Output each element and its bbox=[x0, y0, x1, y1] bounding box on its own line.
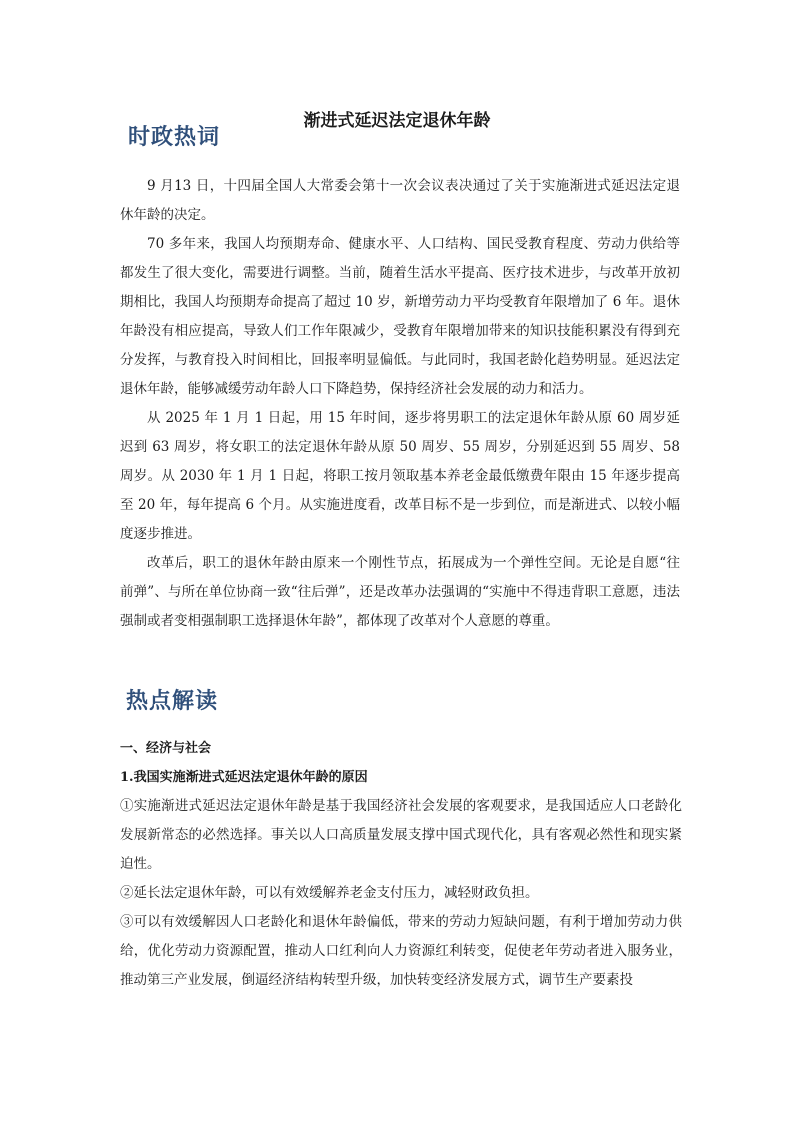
analysis-point-1: ①实施渐进式延迟法定退休年龄是基于我国经济社会发展的客观要求，是我国适应人口老龄化发展新常态的必然选择。事关以人口高质量发展支撑中国式现代化，具有客观必然性和现实紧迫性。 bbox=[120, 798, 682, 872]
analysis-point-2: ②延长法定退休年龄，可以有效缓解养老金支付压力，减轻财政负担。 bbox=[120, 885, 539, 901]
news-paragraph-2: 70 多年来，我国人均预期寿命、健康水平、人口结构、国民受教育程度、劳动力供给等都发生了很大变化，需要进行调整。当前，随着生活水平提高、医疗技术进步，与改革开放初期相比，我国人均预期寿命提高了超过 10 岁，新增劳动力平均受教育年限增加了 6 年。退休年龄没有相应提高，导致人们工作年限减少，受教育年限增加带来的知识技能积累没有得到充分发挥，与教育投入时间相比，回报率明显偏低。与此同时，我国老龄化趋势明显。延迟法定退休年龄，能够减缓劳动年龄人口下降趋势，保持经济社会发展的动力和活力。 bbox=[120, 236, 680, 397]
section-heading-hot-analysis: 热点解读 bbox=[126, 688, 219, 714]
section-heading-current-affairs: 时政热词 bbox=[128, 124, 221, 150]
subsection-title: 1.我国实施渐进式延迟法定退休年龄的原因 bbox=[120, 770, 368, 785]
analysis-body bbox=[120, 734, 682, 995]
document-title: 渐进式延迟法定退休年龄 bbox=[303, 111, 491, 131]
analysis-point-3: ③可以有效缓解因人口老龄化和退休年龄偏低，带来的劳动力短缺问题，有利于增加劳动力供给，优化劳动力资源配置，推动人口红利向人力资源红利转变，促使老年劳动者进入服务业，推动第三产业发展，倒逼经济结构转型升级，加快转变经济发展方式，调节生产要素投 bbox=[120, 914, 682, 988]
news-paragraph-1: 9 月13 日，十四届全国人大常委会第十一次会议表决通过了关于实施渐进式延迟法定退休年龄的决定。 bbox=[120, 178, 680, 223]
subsection-heading: 一、经济与社会 bbox=[120, 741, 212, 756]
news-paragraph-3: 从 2025 年 1 月 1 日起，用 15 年时间，逐步将男职工的法定退休年龄从原 60 周岁延迟到 63 周岁，将女职工的法定退休年龄从原 50 周岁、55 周岁，分别延迟到 55 周岁、58 周岁。从 2030 年 1 月 1 日起，将职工按月领取基本养老金最低缴费年限由 15 年逐步提高至 20 年，每年提高 6 个月。从实施进度看，改革目标不是一步到位，而是渐进式、以较小幅度逐步推进。 bbox=[120, 410, 680, 542]
news-body bbox=[120, 172, 680, 636]
news-paragraph-4: 改革后，职工的退休年龄由原来一个刚性节点，拓展成为一个弹性空间。无论是自愿“往前弹”、与所在单位协商一致“往后弹”，还是改革办法强调的“实施中不得违背职工意愿，违法强制或者变相强制职工选择退休年龄”，都体现了改革对个人意愿的尊重。 bbox=[120, 555, 680, 629]
